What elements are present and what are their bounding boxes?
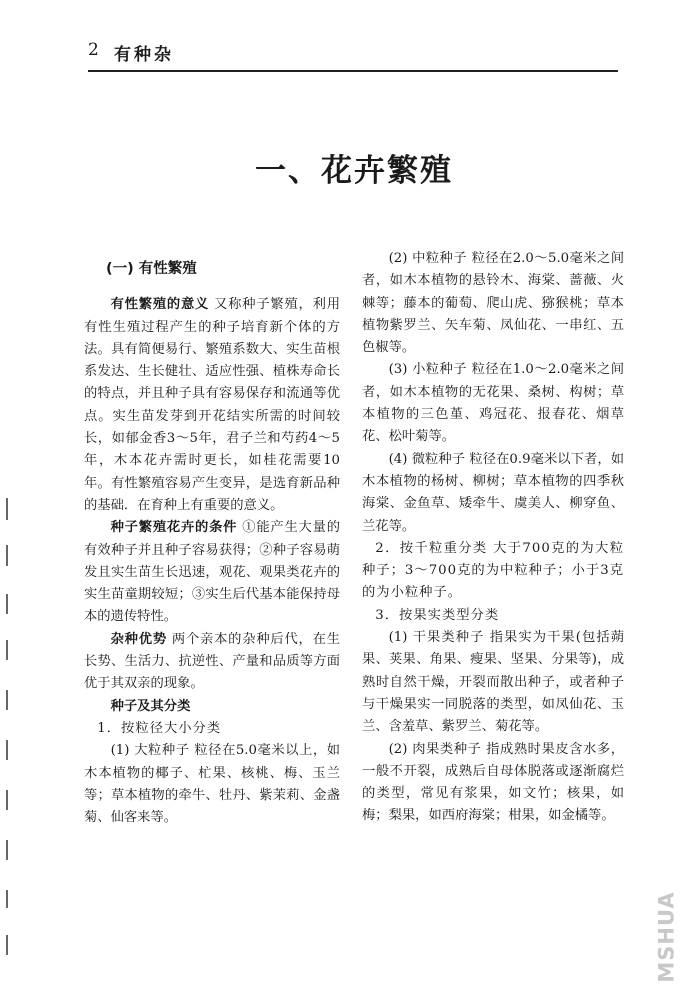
page-number: 2 [88, 40, 99, 60]
subheading-seed-classification: 种子及其分类 [110, 698, 191, 714]
paragraph-medium-seeds: (2) 中粒种子 粒径在2.0～5.0毫米之间者，如木本植物的悬铃木、海棠、蔷薇、火棘等；藤本的葡萄、爬山虎、猕猴桃；草本植物紫罗兰、矢车菊、凤仙花、一串红、五色椒等。 [362, 251, 624, 356]
subheading-by-size: 1．按粒径大小分类 [97, 720, 222, 736]
paragraph-text: ①能产生大量的有效种子并且种子容易获得；②种子容易萌发且实生苗生长迅速，观花、观果类花卉的实生苗童期较短；③实生后代基本能保持母本的遗传特性。 [84, 520, 341, 625]
section-heading: (一) 有性繁殖 [106, 261, 197, 277]
term-heading: 种子繁殖花卉的条件 [110, 520, 238, 536]
chapter-title: 一、花卉繁殖 [255, 153, 453, 189]
subheading-by-weight: 2．按千粒重分类 [375, 540, 488, 556]
subheading-by-fruit-type: 3．按果实类型分类 [375, 607, 500, 623]
paragraph-micro-seeds: (4) 微粒种子 粒径在0.9毫米以下者，如木本植物的杨树、柳树；草本植物的四季秋海棠、金鱼草、矮牵牛、虞美人、柳穿鱼、兰花等。 [362, 451, 624, 534]
running-title: 有种杂 [114, 45, 174, 65]
paragraph-text: 又称种子繁殖，利用有性生殖过程产生的种子培育新个体的方法。具有简便易行、繁殖系数大、实生苗根系发达、生长健壮、适应性强、植株寿命长的特点，并且种子具有容易保存和流通等优点。实生苗发芽到开花结实所需的时间较长，如郁金香3～5年，君子兰和芍药4～5年，木本花卉需时更长，如桂花需要10年。有性繁殖容易产生变异，是选育新品种的基础．在育种上有重要的意义。 [84, 297, 340, 513]
paragraph-dry-fruit-seeds: (1) 干果类种子 指果实为干果(包括蒴果、荚果、角果、瘦果、坚果、分果等)，成熟时自然干燥，开裂而散出种子，或者种子与干燥果实一同脱落的类型，如凤仙花、玉兰、含羞草、紫罗兰、菊花等。 [362, 630, 624, 735]
term-heading: 有性繁殖的意义 [110, 297, 210, 313]
scanner-watermark: MSHUA [654, 891, 679, 983]
paragraph-text: 两个亲本的杂种后代，在生长势、生活力、抗逆性、产量和品质等方面优于其双亲的现象。 [84, 631, 340, 692]
paragraph-large-seeds: (1) 大粒种子 粒径在5.0毫米以上，如木本植物的椰子、杧果、核桃、梅、玉兰等；草本植物的牵牛、牡丹、紫茉莉、金盏菊、仙客来等。 [84, 743, 340, 826]
paragraph-text: 大于700克的为大粒种子；3～700克的为中粒种子；小于3克的为小粒种子。 [362, 540, 624, 601]
paragraph-small-seeds: (3) 小粒种子 粒径在1.0～2.0毫米之间者，如木本植物的无花果、桑树、构树；草本植物的三色堇、鸡冠花、报春花、烟草花、松叶菊等。 [362, 362, 624, 445]
term-heading: 杂种优势 [110, 631, 167, 647]
paragraph-fleshy-fruit-seeds: (2) 肉果类种子 指成熟时果皮含水多，一般不开裂，成熟后自母体脱落或逐渐腐烂的类型，常见有浆果，如文竹；核果，如梅；梨果，如西府海棠；柑果，如金橘等。 [362, 741, 624, 824]
